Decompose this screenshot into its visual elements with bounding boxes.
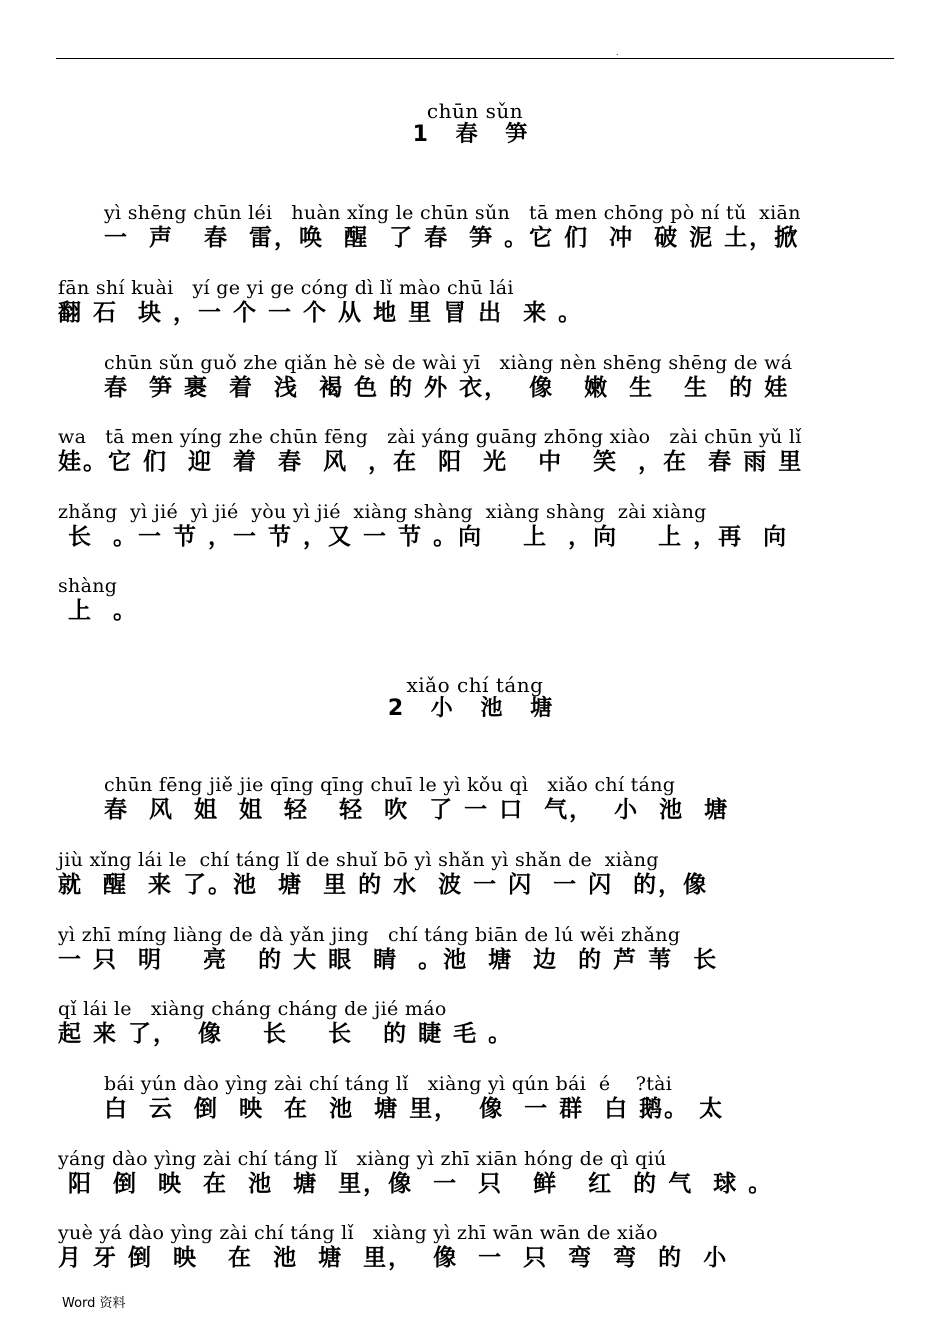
lesson1-title-pinyin: chūn sǔn — [426, 99, 524, 123]
header-rule — [56, 58, 894, 59]
pinyin-row: yáng dào yìng zài chí táng lǐ xiàng yì zhī xiān hóng de qì qiú — [58, 1148, 667, 1170]
hanzi-row: 娃。它 们 迎 着 春 风 ，在 阳 光 中 笑 ，在 春 雨 里 — [58, 449, 804, 475]
pinyin-row: wa tā men yíng zhe chūn fēng zài yáng guāng zhōng xiào zài chūn yǔ lǐ — [58, 426, 802, 448]
pinyin-row: chūn fēng jiě jie qīng qīng chuī le yì kǒu qì xiǎo chí táng — [104, 774, 676, 796]
lesson1-line-4 — [58, 426, 894, 476]
lesson1-line-3 — [58, 352, 940, 402]
lesson1-title-block — [0, 100, 950, 148]
hanzi-row: 就 醒 来 了。池 塘 里 的 水 波 一 闪 一 闪 的，像 — [58, 872, 709, 898]
lesson2-title-pinyin: xiǎo chí táng — [406, 673, 544, 697]
lesson1-line-6 — [58, 575, 894, 625]
pinyin-row: yì shēng chūn léi huàn xǐng le chūn sǔn tā men chōng pò ní tǔ xiān — [104, 202, 801, 224]
pinyin-row: fān shí kuài yí ge yi ge cóng dì lǐ mào chū lái — [58, 277, 514, 299]
lesson2-line-7 — [58, 1222, 894, 1272]
hanzi-row: 起 来 了， 像 长 长 的 睫 毛 。 — [58, 1021, 514, 1047]
lesson2-line-1 — [58, 774, 940, 824]
lesson1-line-1 — [58, 202, 940, 252]
lesson2-line-5 — [58, 1073, 940, 1123]
lesson2-title-block — [0, 674, 950, 722]
lesson2-line-4 — [58, 998, 894, 1048]
pinyin-row: jiù xǐng lái le chí táng lǐ de shuǐ bō yì shǎn yì shǎn de xiàng — [58, 849, 659, 871]
hanzi-row: 一 只 明 亮 的 大 眼 睛 。池 塘 边 的 芦 苇 长 — [58, 947, 719, 973]
pinyin-row: yì zhī míng liàng de dà yǎn jing chí táng biān de lú wěi zhǎng — [58, 924, 681, 946]
lesson2-line-2 — [58, 849, 894, 899]
lesson2-line-3 — [58, 924, 894, 974]
hanzi-row: 春 风 姐 姐 轻 轻 吹 了 一 口 气， 小 池 塘 — [104, 797, 730, 823]
lesson2-title: 2 小 池 塘 — [387, 696, 563, 721]
footer-label: Word 资料 — [62, 1296, 126, 1311]
lesson1-line-2 — [58, 277, 894, 327]
pinyin-row: shàng — [58, 575, 118, 597]
hanzi-row: 月 牙 倒 映 在 池 塘 里， 像 一 只 弯 弯 的 小 — [58, 1245, 729, 1271]
hanzi-row: 长 。一 节 ，一 节 ，又 一 节 。向 上 ，向 上 ，再 向 — [58, 524, 789, 550]
pinyin-row: bái yún dào yìng zài chí táng lǐ xiàng yì qún bái é ?tài — [104, 1073, 673, 1095]
lesson1-line-5 — [58, 501, 894, 551]
pinyin-row: qǐ lái le xiàng cháng cháng de jié máo — [58, 998, 447, 1020]
lesson2-line-6 — [58, 1148, 894, 1198]
hanzi-row: 白 云 倒 映 在 池 塘 里， 像 一 群 白 鹅。 太 — [104, 1096, 725, 1122]
pinyin-row: yuè yá dào yìng zài chí táng lǐ xiàng yì zhī wān wān de xiǎo — [58, 1222, 658, 1244]
hanzi-row: 一 声 春 雷，唤 醒 了 春 笋 。它 们 冲 破 泥 土，掀 — [104, 225, 800, 251]
hanzi-row: 春 笋 裹 着 浅 褐 色 的 外 衣， 像 嫩 生 生 的 娃 — [104, 375, 790, 401]
pinyin-row: zhǎng yì jié yì jié yòu yì jié xiàng shàng xiàng shàng zài xiàng — [58, 501, 707, 523]
hanzi-row: 阳 倒 映 在 池 塘 里，像 一 只 鲜 红 的 气 球 。 — [58, 1171, 774, 1197]
lesson1-title: 1 春 笋 — [412, 122, 538, 147]
hanzi-row: 上 。 — [58, 598, 139, 624]
hanzi-row: 翻 石 块 ，一 个 一 个 从 地 里 冒 出 来 。 — [58, 300, 584, 326]
pinyin-row: chūn sǔn guǒ zhe qiǎn hè sè de wài yī xiàng nèn shēng shēng de wá — [104, 352, 793, 374]
header-dot: . — [616, 48, 619, 57]
